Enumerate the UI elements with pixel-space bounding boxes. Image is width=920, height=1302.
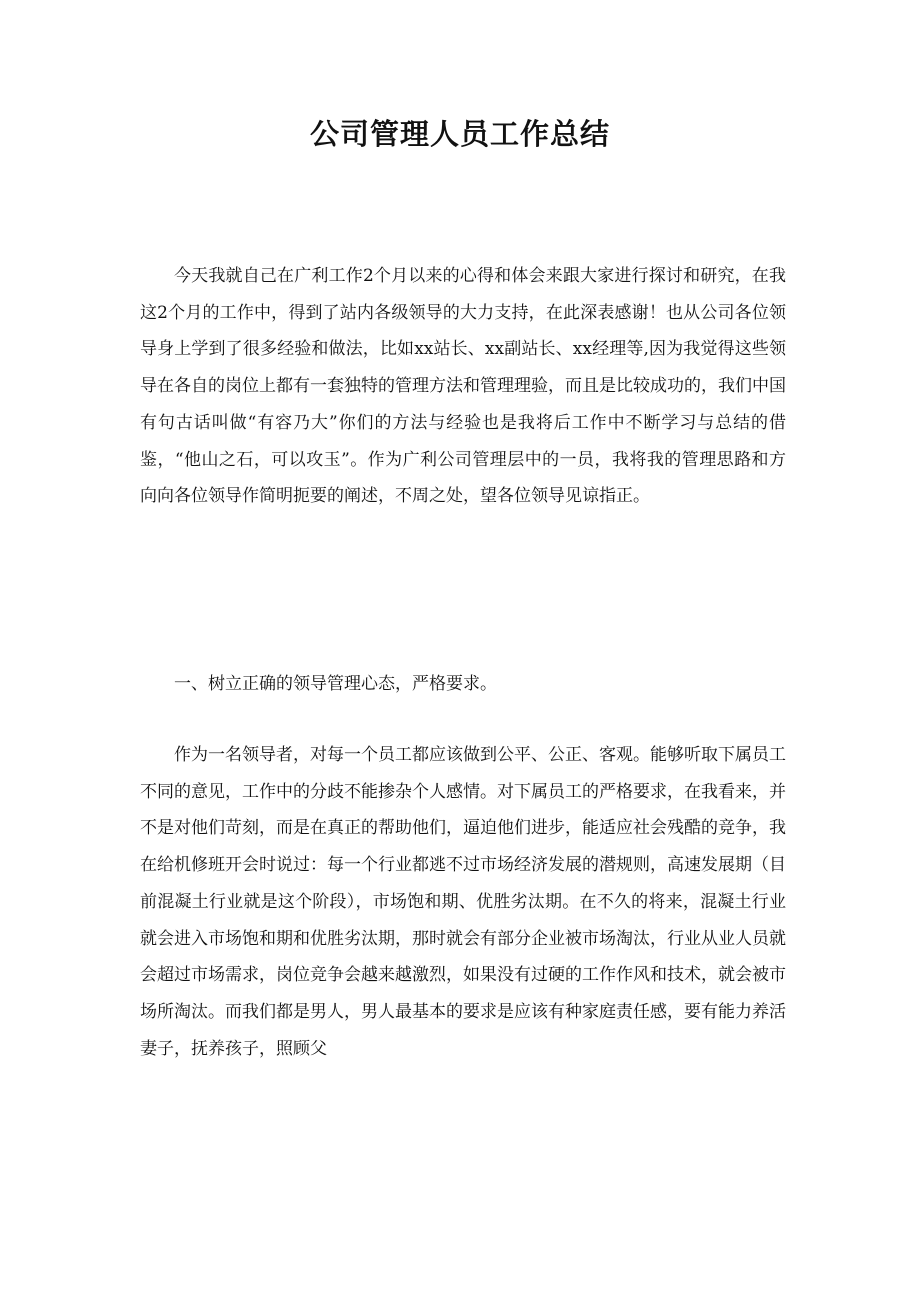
- document-title: 公司管理人员工作总结: [309, 117, 610, 151]
- body-paragraph: 作为一名领导者，对每一个员工都应该做到公平、公正、客观。能够听取下属员工不同的意见，工作中的分歧不能掺杂个人感情。对下属员工的严格要求，在我看来，并不是对他们苛刻，而是在真正的帮助他们，逼迫他们进步，能适应社会残酷的竞争，我在给机修班开会时说过：每一个行业都逃不过市场经济发展的潜规则，高速发展期（目前混凝土行业就是这个阶段），市场饱和期、优胜劣汰期。在不久的将来，混凝土行业就会进入市场饱和期和优胜劣汰期，那时就会有部分企业被市场淘汰，行业从业人员就会超过市场需求，岗位竞争会越来越激烈，如果没有过硬的工作作风和技术，就会被市场所淘汰。而我们都是男人，男人最基本的要求是应该有种家庭责任感，要有能力养活妻子，抚养孩子，照顾父: [140, 745, 786, 1059]
- intro-paragraph: 今天我就自己在广利工作2个月以来的心得和体会来跟大家进行探讨和研究，在我这2个月的工作中，得到了站内各级领导的大力支持，在此深表感谢！也从公司各位领导身上学到了很多经验和做法，比如xx站长、xx副站长、xx经理等,因为我觉得这些领导在各自的岗位上都有一套独特的管理方法和管理理验，而且是比较成功的，我们中国有句古话叫做“有容乃大”你们的方法与经验也是我将后工作中不断学习与总结的借鉴，“他山之石，可以攻玉”。作为广利公司管理层中的一员，我将我的管理思路和方向向各位领导作简明扼要的阐述，不周之处，望各位领导见谅指正。: [140, 266, 786, 507]
- section-heading: 一、树立正确的领导管理心态，严格要求。: [174, 674, 497, 694]
